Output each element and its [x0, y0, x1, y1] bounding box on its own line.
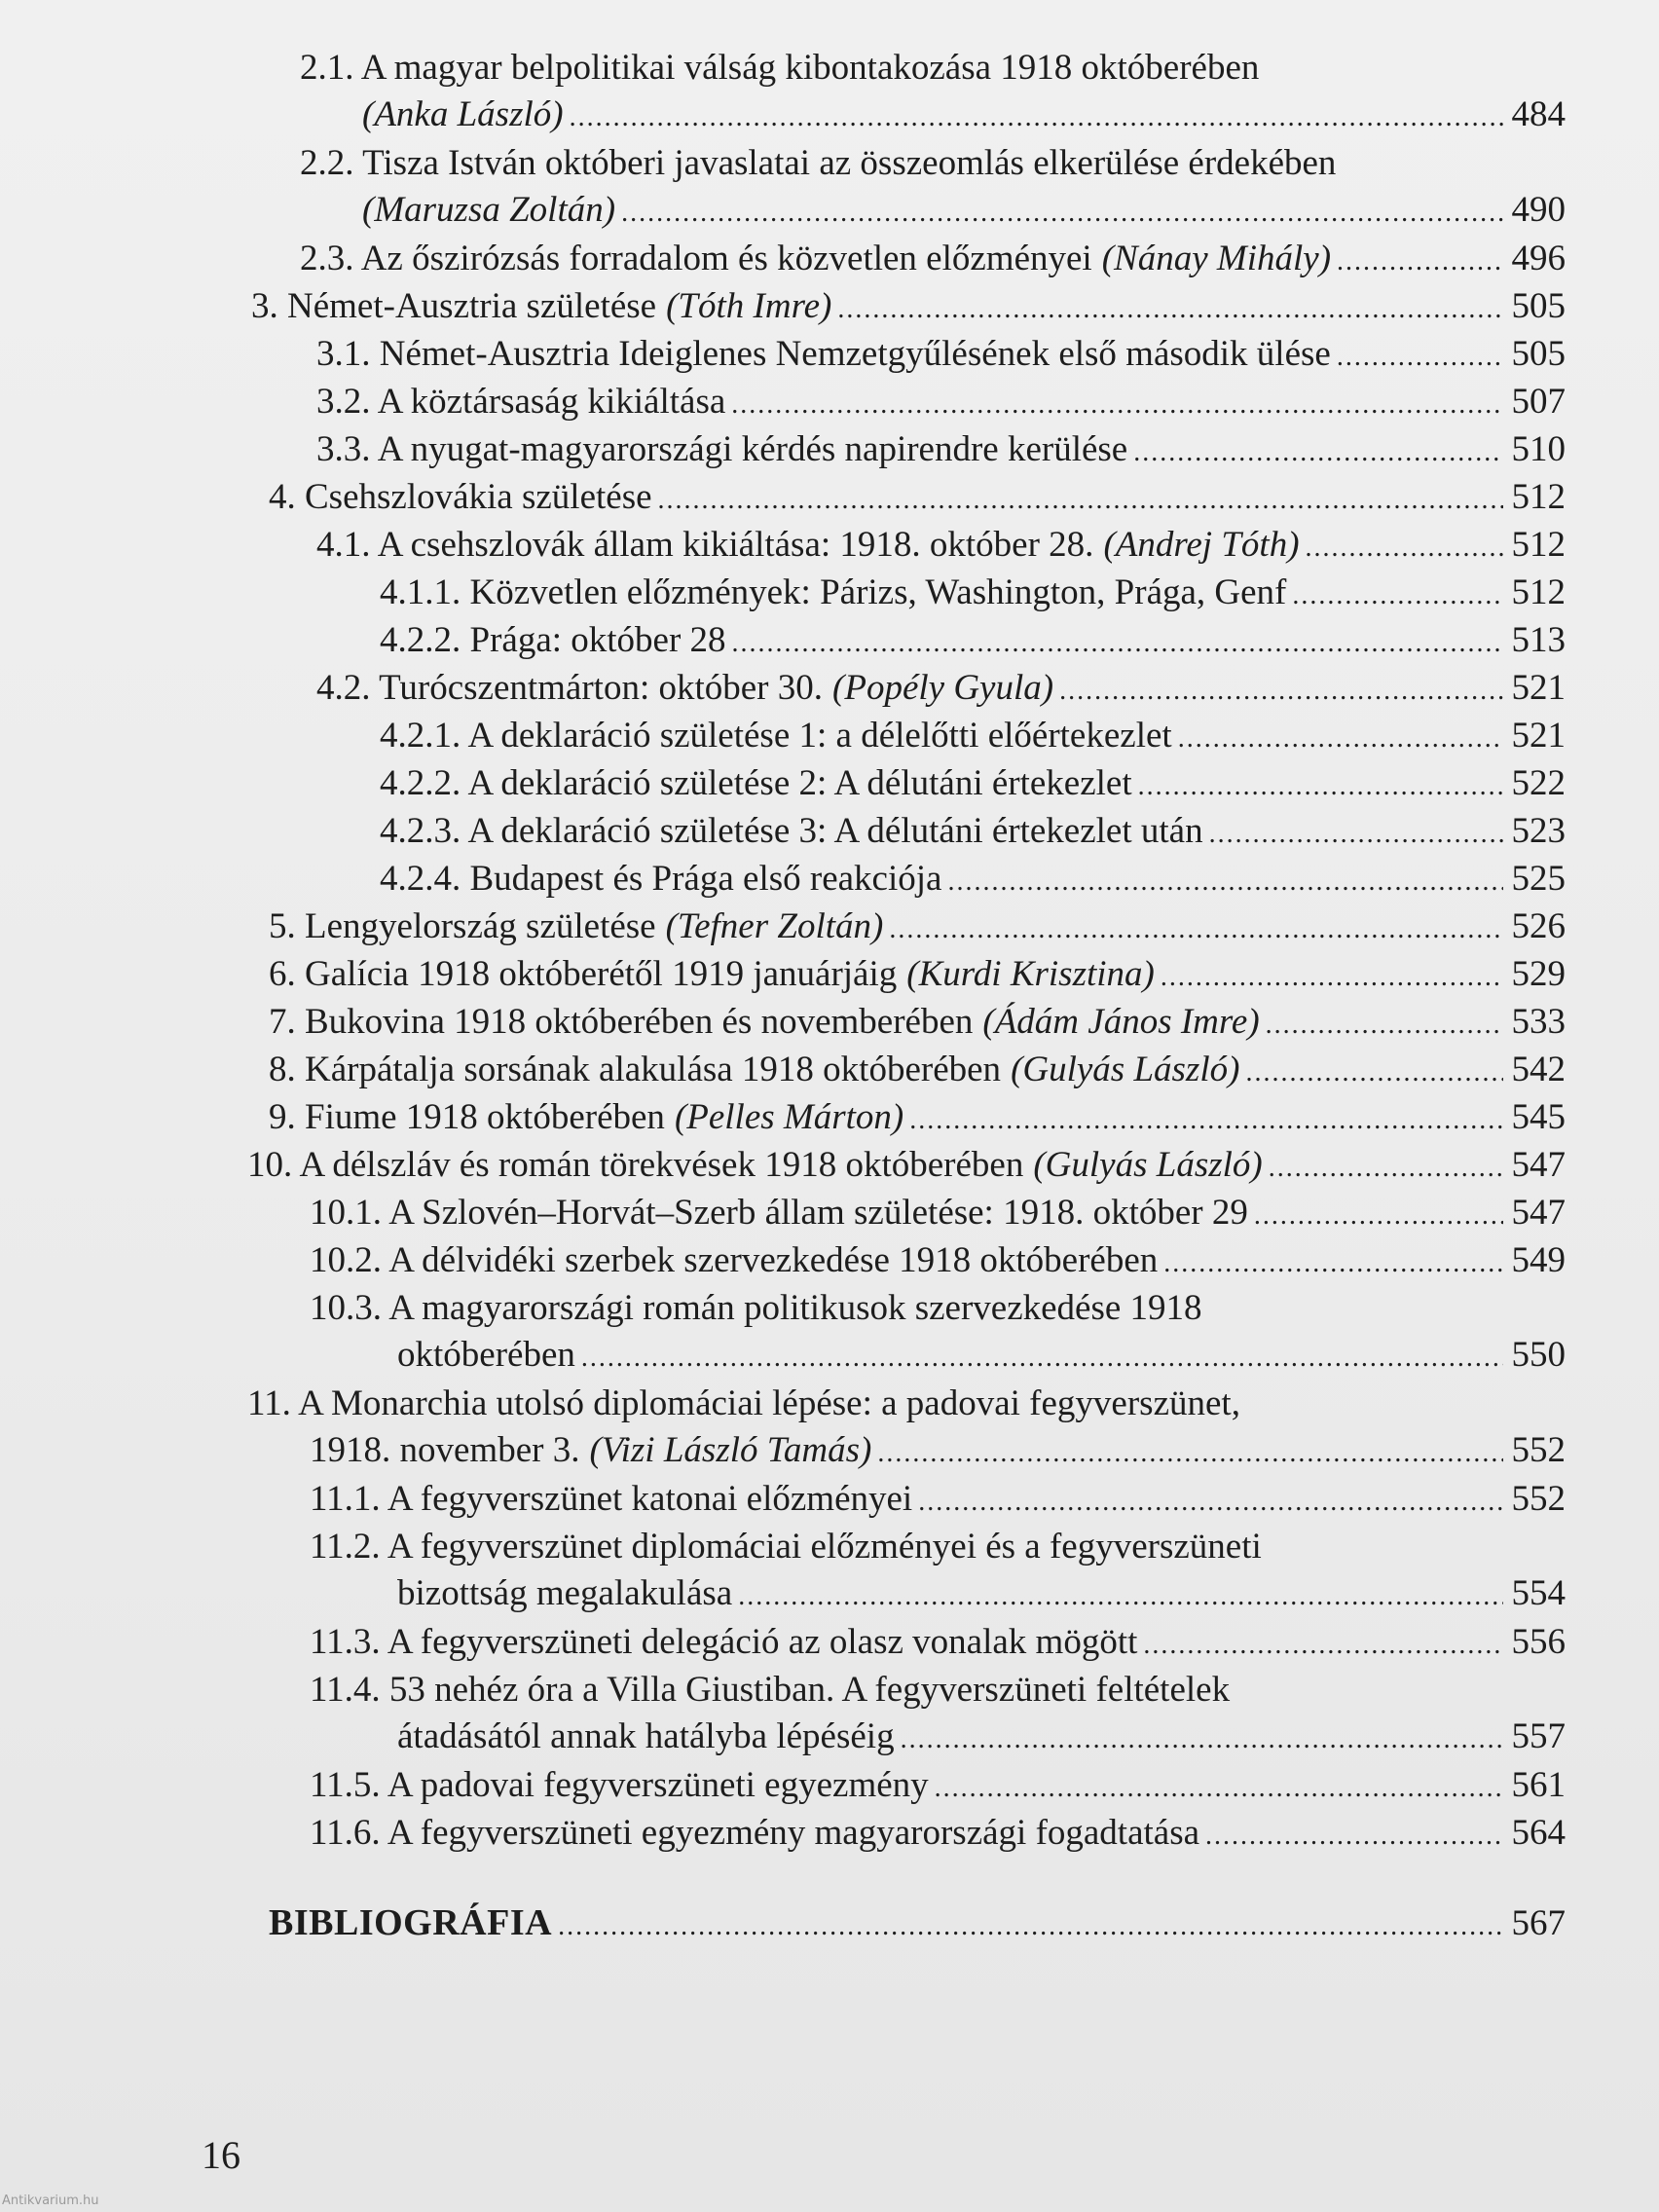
leader-dots	[947, 868, 1503, 896]
leader-dots	[732, 630, 1503, 657]
leader-dots	[738, 1583, 1503, 1610]
toc-entry	[380, 570, 1566, 616]
leader-dots	[877, 1440, 1503, 1467]
toc-entry-page: 525	[1511, 859, 1566, 899]
toc-entry-title: 4.2.1. A deklaráció születése 1: a délelőtti előértekezlet	[380, 716, 1172, 756]
toc-entry-page: 557	[1511, 1716, 1566, 1756]
toc-entry-page: 507	[1511, 382, 1566, 422]
leader-dots	[1133, 439, 1503, 466]
toc-entry-bibliography	[269, 1899, 1566, 1946]
toc-entry	[310, 1762, 1566, 1809]
toc-entry-page: 552	[1511, 1430, 1566, 1470]
toc-entry-page: 547	[1511, 1145, 1566, 1185]
toc-entry	[310, 1667, 1566, 1760]
toc-entry-title: 4.2.3. A deklaráció születése 3: A délutáni értekezlet után	[380, 811, 1203, 851]
toc-entry-title: 4.2.2. Prága: október 28	[380, 620, 726, 660]
toc-entry	[316, 379, 1566, 425]
toc-entry-page: 552	[1511, 1479, 1566, 1519]
leader-dots	[570, 104, 1503, 131]
toc-entry-page: 521	[1511, 668, 1566, 708]
toc-entry	[310, 1476, 1566, 1523]
toc-entry	[269, 951, 1566, 998]
leader-dots	[1292, 582, 1503, 609]
toc-entry	[380, 713, 1566, 759]
toc-entry-author: (Anka László)	[362, 94, 564, 134]
toc-entry-title: 7. Bukovina 1918 októberében és novemberében	[269, 1002, 974, 1042]
toc-entry	[269, 474, 1566, 521]
toc-entry-page: 496	[1511, 239, 1566, 278]
toc-entry-title: 11.5. A padovai fegyverszüneti egyezmény	[310, 1765, 929, 1805]
toc-entry-title: 9. Fiume 1918 októberében	[269, 1097, 665, 1137]
toc-entry-author: (Tefner Zoltán)	[665, 906, 884, 946]
toc-entry-author: (Maruzsa Zoltán)	[362, 190, 616, 230]
leader-dots	[837, 296, 1503, 323]
toc-entry-title: 3. Német-Ausztria születése	[251, 286, 657, 326]
leader-dots	[581, 1345, 1503, 1372]
toc-entry	[269, 903, 1566, 950]
toc-entry-page: 545	[1511, 1097, 1566, 1137]
toc-entry	[269, 999, 1566, 1046]
toc-entry	[380, 856, 1566, 903]
toc-entry-page: 522	[1511, 763, 1566, 803]
leader-dots	[1306, 535, 1503, 562]
toc-entry-page: 556	[1511, 1622, 1566, 1662]
leader-dots	[1266, 1012, 1503, 1039]
leader-dots	[731, 391, 1503, 419]
toc-entry-page: 549	[1511, 1240, 1566, 1280]
toc-entry	[310, 1810, 1566, 1857]
toc-entry-page: 505	[1511, 334, 1566, 374]
toc-entry-page: 561	[1511, 1765, 1566, 1805]
toc-entry	[380, 760, 1566, 807]
toc-entry	[300, 140, 1566, 234]
toc-entry	[300, 236, 1566, 282]
toc-entry-title: 2.1. A magyar belpolitikai válság kibontakozása 1918 októberében	[300, 48, 1260, 88]
toc-entry-author: (Gulyás László)	[1033, 1145, 1263, 1185]
toc-entry-title: 11.6. A fegyverszüneti egyezmény magyarországi fogadtatása	[310, 1813, 1200, 1853]
toc-entry-title-continued: átadásától annak hatályba lépéséig	[397, 1716, 895, 1756]
toc-entry	[310, 1190, 1566, 1236]
toc-entry-title: 4.1. A csehszlovák állam kikiáltása: 1918. október 28.	[316, 525, 1094, 565]
toc-entry-page: 512	[1511, 525, 1566, 565]
leader-dots	[1161, 964, 1503, 991]
leader-dots	[889, 916, 1503, 943]
toc-entry	[310, 1524, 1566, 1617]
bibliography-title: BIBLIOGRÁFIA	[269, 1902, 553, 1943]
toc-entry-page: 554	[1511, 1573, 1566, 1613]
toc-entry-author: (Pelles Márton)	[674, 1097, 904, 1137]
toc-entry-title: 2.3. Az őszirózsás forradalom és közvetlen előzményei	[300, 239, 1092, 278]
toc-entry-title: 6. Galícia 1918 októberétől 1919 januárjáig	[269, 954, 898, 994]
toc-entry	[316, 665, 1566, 712]
leader-dots	[901, 1726, 1503, 1753]
toc-entry-page: 542	[1511, 1050, 1566, 1089]
leader-dots	[1337, 248, 1503, 276]
toc-entry-page: 533	[1511, 1002, 1566, 1042]
toc-entry-page: 512	[1511, 572, 1566, 612]
toc-entry-page: 526	[1511, 906, 1566, 946]
toc-entry	[316, 331, 1566, 378]
toc-entry-page: 513	[1511, 620, 1566, 660]
toc-entry-title: 4.1.1. Közvetlen előzmények: Párizs, Washington, Prága, Genf	[380, 572, 1287, 612]
toc-entry-page: 484	[1511, 94, 1566, 134]
leader-dots	[658, 487, 1503, 514]
leader-dots	[909, 1107, 1503, 1134]
toc-entry-title: 3.1. Német-Ausztria Ideiglenes Nemzetgyűlésének első második ülése	[316, 334, 1331, 374]
leader-dots	[1209, 821, 1503, 848]
leader-dots	[1143, 1632, 1503, 1659]
toc-entry-title: 4.2.4. Budapest és Prága első reakciója	[380, 859, 942, 899]
toc-entry-title: 11.1. A fegyverszünet katonai előzményei	[310, 1479, 913, 1519]
toc-entry-title: 11.2. A fegyverszünet diplomáciai előzményei és a fegyverszüneti	[310, 1527, 1262, 1567]
leader-dots	[1254, 1202, 1503, 1230]
toc-entry-author: (Gulyás László)	[1011, 1050, 1240, 1089]
leader-dots	[918, 1489, 1503, 1516]
toc-entry	[316, 522, 1566, 569]
toc-entry-author: (Ádám János Imre)	[982, 1002, 1260, 1042]
bibliography-page: 567	[1511, 1903, 1566, 1943]
toc-entry	[380, 617, 1566, 664]
toc-entry-title-continued: októberében	[397, 1335, 575, 1375]
leader-dots	[1269, 1155, 1503, 1182]
toc-entry-title-continued: 1918. november 3.	[310, 1430, 580, 1470]
toc-entry	[269, 1047, 1566, 1093]
toc-entry-title: 5. Lengyelország születése	[269, 906, 656, 946]
watermark-text: Antikvarium.hu	[2, 2194, 99, 2208]
toc-entry-page: 512	[1511, 477, 1566, 517]
toc-entry-author: (Popély Gyula)	[832, 668, 1054, 708]
toc-entry-title: 11.3. A fegyverszüneti delegáció az olasz vonalak mögött	[310, 1622, 1138, 1662]
toc-entry	[269, 1094, 1566, 1141]
toc-entry-page: 547	[1511, 1193, 1566, 1233]
toc-entry-title: 4. Csehszlovákia születése	[269, 477, 652, 517]
toc-entry-page: 523	[1511, 811, 1566, 851]
leader-dots	[1163, 1250, 1503, 1277]
leader-dots	[935, 1775, 1503, 1802]
toc-entry-title: 11.4. 53 nehéz óra a Villa Giustiban. A fegyverszüneti feltételek	[310, 1670, 1231, 1710]
toc-entry-title: 8. Kárpátalja sorsának alakulása 1918 októberében	[269, 1050, 1002, 1089]
toc-entry	[316, 426, 1566, 473]
toc-entry-page: 564	[1511, 1813, 1566, 1853]
toc-entry-title-continued: bizottság megalakulása	[397, 1573, 733, 1613]
leader-dots	[1138, 773, 1503, 800]
toc-entry-page: 510	[1511, 429, 1566, 469]
toc-entry-title: 3.3. A nyugat-magyarországi kérdés napirendre kerülése	[316, 429, 1128, 469]
toc-entry	[300, 45, 1566, 138]
toc-entry-page: 490	[1511, 190, 1566, 230]
toc-entry	[310, 1619, 1566, 1666]
toc-entry-author: (Kurdi Krisztina)	[906, 954, 1155, 994]
leader-dots	[1178, 725, 1503, 753]
leader-dots	[621, 200, 1503, 227]
toc-entry-author: (Vizi László Tamás)	[589, 1430, 872, 1470]
toc-entry-page: 529	[1511, 954, 1566, 994]
toc-entry-title: 10. A délszláv és román törekvések 1918 októberében	[247, 1145, 1024, 1185]
toc-entry	[310, 1285, 1566, 1379]
page-number: 16	[202, 2133, 240, 2177]
toc-entry	[247, 1142, 1566, 1189]
leader-dots	[1205, 1823, 1503, 1850]
toc-entry-title: 10.3. A magyarországi román politikusok szervezkedése 1918	[310, 1288, 1202, 1328]
toc-entry-author: (Tóth Imre)	[666, 286, 832, 326]
toc-entry-author: (Andrej Tóth)	[1103, 525, 1300, 565]
toc-entry-title: 11. A Monarchia utolsó diplomáciai lépése: a padovai fegyverszünet,	[247, 1383, 1240, 1423]
leader-dots	[558, 1913, 1503, 1940]
leader-dots	[1337, 344, 1503, 371]
toc-entry-title: 10.2. A délvidéki szerbek szervezkedése 1918 októberében	[310, 1240, 1159, 1280]
leader-dots	[1059, 678, 1503, 705]
toc-entry	[310, 1237, 1566, 1284]
toc-entry	[247, 1381, 1566, 1474]
toc-entry-title: 4.2.2. A deklaráció születése 2: A délutáni értekezlet	[380, 763, 1132, 803]
toc-entry	[251, 283, 1566, 330]
toc-entry-title: 4.2. Turócszentmárton: október 30.	[316, 668, 824, 708]
leader-dots	[1245, 1059, 1503, 1087]
toc-entry-page: 505	[1511, 286, 1566, 326]
toc-entry-author: (Nánay Mihály)	[1101, 239, 1332, 278]
toc-entry-page: 521	[1511, 716, 1566, 756]
toc-entry-title: 3.2. A köztársaság kikiáltása	[316, 382, 726, 422]
toc-entry	[380, 808, 1566, 855]
toc-entry-title: 10.1. A Szlovén–Horvát–Szerb állam születése: 1918. október 29	[310, 1193, 1248, 1233]
toc-entry-page: 550	[1511, 1335, 1566, 1375]
toc-entry-title: 2.2. Tisza István októberi javaslatai az összeomlás elkerülése érdekében	[300, 143, 1337, 183]
